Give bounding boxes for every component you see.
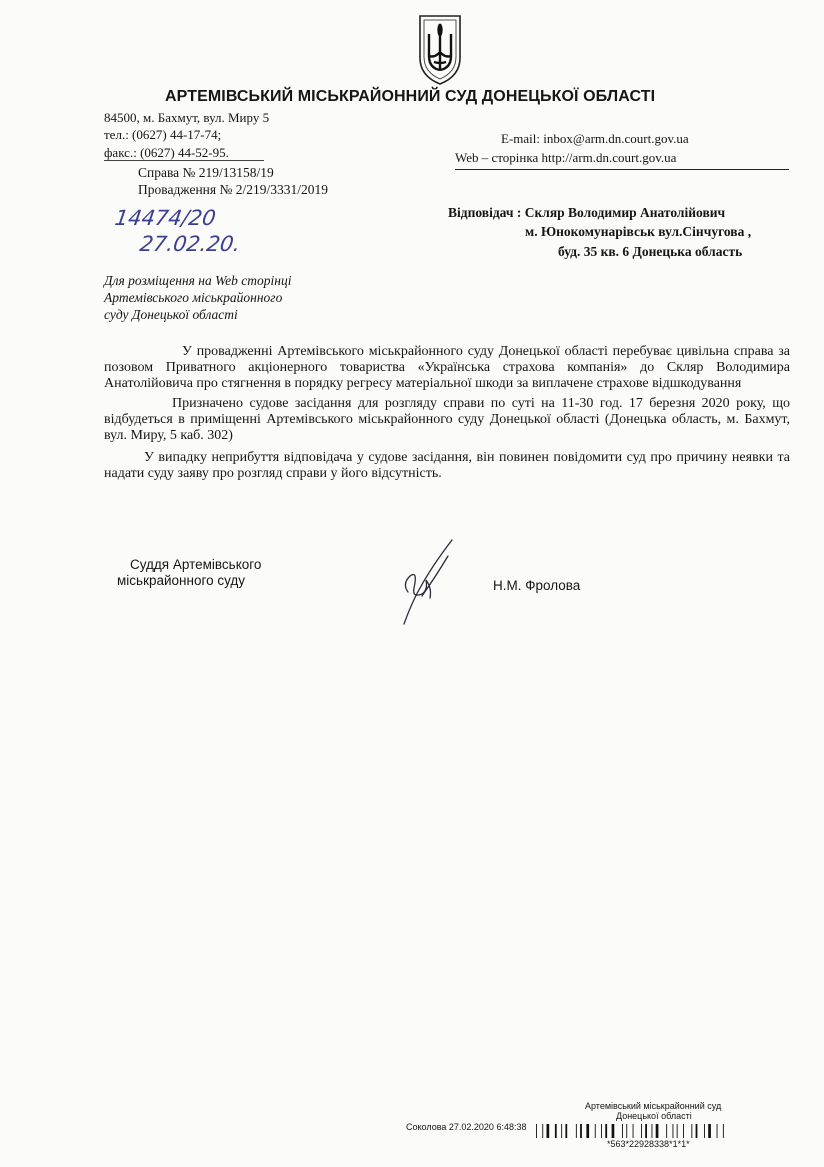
barcode-bar [652,1124,653,1138]
barcode-icon [536,1124,776,1138]
paragraph-notice: У випадку неприбуття відповідача у судове засідання, він повинен повідомити суд про причину неявки та надати суду заяву про розгляд справи у його відсутність. [104,450,790,481]
barcode-bar [555,1124,557,1138]
handwritten-registration-number: 14474/20 [113,206,218,230]
paragraph-claim: У провадженні Артемівського міськрайонного суду Донецької області перебуває цивільна справа за позовом Приватного акціонерного товариства «Українська страхова компанія» до Скляр Володимира Анатолійовича про стягнення в порядку регресу матеріальної шкоди за виплачене страхове відшкодування [104,344,790,391]
judge-title-line2: міськрайонного суду [117,573,246,588]
barcode-bar [536,1124,537,1138]
barcode-bar [704,1124,705,1138]
barcode-bar [626,1124,627,1138]
court-email: E-mail: inbox@arm.dn.court.gov.ua [501,131,689,146]
barcode-bar [586,1124,589,1138]
barcode-bar [641,1124,642,1138]
web-note-line2: Артемівського міськрайонного [104,290,283,305]
web-note-line1: Для розміщення на Web сторінці [104,273,292,288]
header-underline-left [104,160,264,161]
barcode-bar [656,1124,659,1138]
letter-body [104,344,790,482]
barcode-bar [723,1124,724,1138]
barcode-bar [691,1124,692,1138]
barcode-bar [542,1124,543,1138]
barcode-bar [580,1124,582,1138]
barcode-bar [633,1124,634,1138]
barcode-bar [605,1124,607,1138]
barcode-bar [677,1124,678,1138]
court-address: 84500, м. Бахмут, вул. Миру 5 [104,110,270,125]
handwritten-date: 27.02.20. [138,232,242,256]
judge-name: Н.М. Фролова [493,578,581,593]
barcode-bar [576,1124,577,1138]
court-name: АРТЕМІВСЬКИЙ МІСЬКРАЙОННИЙ СУД ДОНЕЦЬКОЇ ОБЛАСТІ [165,88,656,105]
respondent-name: Відповідач : Скляр Володимир Анатолійович [448,205,726,220]
barcode-bar [565,1124,567,1138]
judge-signature [392,536,468,628]
court-phone: тел.: (0627) 44-17-74; [104,127,222,142]
barcode-bar [673,1124,674,1138]
barcode-bar [696,1124,698,1138]
barcode-bar [561,1124,562,1138]
coat-of-arms-icon [417,12,463,86]
footer-stamp: Соколова 27.02.2020 6:48:38 [406,1122,527,1132]
footer-court-line1: Артемівський міськрайонний суд [585,1101,722,1111]
court-website: Web – сторінка http://arm.dn.court.gov.ua [455,150,677,165]
barcode-bar [595,1124,596,1138]
paragraph-hearing: Призначено судове засідання для розгляду справи по суті на 11-30 год. 17 березня 2020 року, що відбудеться в приміщенні Артемівського міськрайонного суду Донецької області (Донецька область, м. Бахмут, вул. Миру, 5 каб. 302) [104,396,790,443]
court-fax: факс.: (0627) 44-52-95. [104,145,229,160]
barcode-bar [612,1124,615,1138]
web-note-line3: суду Донецької області [104,307,238,322]
barcode-bar [645,1124,647,1138]
header-divider [455,169,789,170]
barcode-bar [601,1124,602,1138]
barcode-bar [708,1124,711,1138]
barcode-bar [683,1124,684,1138]
barcode-text: *563*22928338*1*1* [607,1139,690,1149]
respondent-address-line1: м. Юнокомунарівськ вул.Сінчугова , [525,224,752,239]
barcode-bar [666,1124,667,1138]
proceeding-number: Провадження № 2/219/3331/2019 [138,182,328,197]
case-number: Справа № 219/13158/19 [138,165,274,180]
judge-title-line1: Суддя Артемівського [130,557,262,572]
barcode-bar [547,1124,550,1138]
barcode-bar [622,1124,623,1138]
barcode-bar [717,1124,718,1138]
footer-court-line2: Донецької області [616,1111,692,1121]
respondent-address-line2: буд. 35 кв. 6 Донецька область [558,244,743,259]
